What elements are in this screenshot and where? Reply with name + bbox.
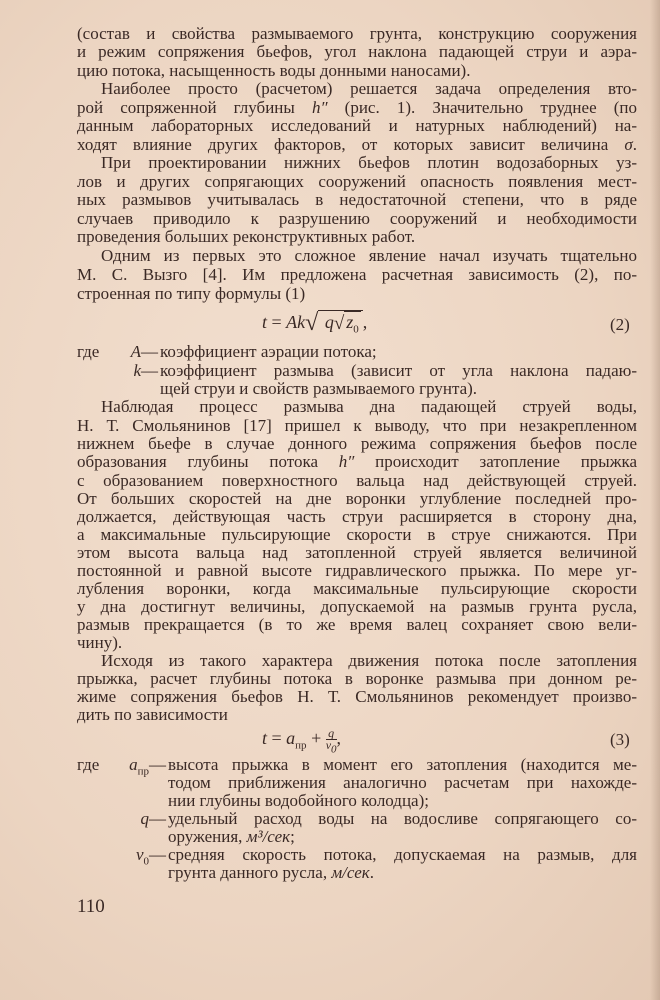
radical-icon: √ [333,313,345,334]
text-line: Н. Т. Смольянинов [17] пришел к выводу, что при незакрепленном [77,417,637,435]
text-line: постоянной и равной высоте гидравлического прыжка. По мере уг- [77,562,637,580]
unit: м³/сек [246,827,291,846]
text-line: проведения больших реконструктивных работ. [77,227,416,246]
text-line: тодом приближения аналогично расчетам при нахожде- [168,774,637,792]
denominator [325,738,337,756]
text-line: Наблюдая процесс размыва дна падающей струей воды, [101,398,637,416]
math-symbol: Ak [286,312,306,332]
math-symbol: h″ [311,99,328,117]
math-symbol: q [140,809,149,828]
text-line: Наиболее просто (расчетом) решается задача определения вто- [101,80,637,98]
text-line: с образованием поверхностного вальца над действующей струей. [77,472,637,490]
text-line: дить по зависимости [77,705,228,724]
numerator: q [326,728,337,740]
text-segment: образования глубины потока [77,453,339,471]
text-line: коэффициент аэрации потока; [160,342,377,361]
text-line: ных размывов учитывалась в недостаточной степени, что в ряде [77,191,637,209]
text-line: Исходя из такого характера движения потока после затопления [101,652,637,670]
subscript: пр [295,739,307,752]
radical-icon: √ [305,310,319,336]
dash: — [149,755,166,774]
variable-symbol [120,845,166,868]
math-operator: = [271,312,282,332]
text-line: щей струи и свойств размываемого грунта). [160,379,478,398]
subscript: 0 [143,855,149,868]
dash: — [141,342,158,361]
variable-symbol [120,755,166,778]
math-symbol: a [286,728,296,748]
math-symbol: t [262,312,268,332]
math-punct: , [362,312,368,332]
where-label: где [77,755,100,774]
text-line: средняя скорость потока, допускаемая на размыв, для [168,846,637,864]
math-symbol: q [324,312,334,332]
equation-number: (2) [610,315,630,334]
text-line: данным лабораторных исследований и натурных наблюдений) на- [77,117,637,135]
text-line [168,864,637,882]
text-line: прыжка, расчет глубины потока в воронке размыва при донном ре- [77,670,637,688]
math-operator: = [271,728,282,748]
text-line [77,99,637,117]
text-line: а максимальные пульсирующие скорости в струе снижаются. При [77,526,637,544]
subscript: пр [137,765,149,778]
text-segment: (рис. 1). Значительно труднее (по [327,99,637,117]
text-segment: происходит затопление прыжка [354,453,637,471]
text-segment: . [369,863,374,882]
page-edge-shadow [650,0,660,1000]
equation-number: (3) [610,730,630,749]
text-line: у дна достигнут величины, допускаемой на размыв грунта русла, [77,598,637,616]
text-line [77,136,637,154]
math-symbol: h″ [338,453,355,471]
where-label: где [77,342,100,361]
formula-3 [262,726,341,754]
text-line: чину). [77,633,123,652]
text-line: М. С. Вызго [4]. Им предложена расчетная зависимость (2), по- [77,266,637,284]
math-symbol: σ [624,136,633,154]
text-line: При проектировании нижних бьефов плотин водозаборных уз- [101,154,637,172]
text-line: Одним из первых это сложное явление начал изучать тщательно [101,247,637,265]
fraction [325,726,337,756]
radicand [344,311,361,336]
math-symbol: v [325,738,332,753]
dash: — [141,361,158,380]
text-line: и режим сопряжения бьефов, угол наклона падающей струи и аэра- [77,43,637,61]
text-segment: ; [290,827,295,846]
text-line: случаев приводило к разрушению сооружений и необходимости [77,210,637,228]
unit: м/сек [331,863,370,882]
text-line: удельный расход воды на водосливе сопрягающего со- [168,810,637,828]
text-line: нии глубины водобойного колодца); [168,791,429,810]
math-operator: + [311,728,322,748]
text-line: высота прыжка в момент его затопления (находится ме- [168,756,637,774]
text-line: От больших скоростей на дне воронки углубление последней про- [77,490,637,508]
text-line [168,828,637,846]
text-line: размыв прекращается (в то же время валец сохраняет свою вели- [77,616,637,634]
variable-symbol [120,362,158,380]
text-line [77,453,637,471]
text-line: строенная по типу формулы (1) [77,284,306,303]
text-line: должается, действующая часть струи расширяется в сторону дна, [77,508,637,526]
variable-symbol [120,810,166,828]
text-line: цию потока, насыщенность воды донными наносами). [77,61,471,80]
text-line: нижнем бьефе в случае донного режима сопряжения бьефов после [77,435,637,453]
formula-2 [262,310,367,338]
subscript: 0 [353,323,359,336]
math-punct: , [336,728,342,748]
text-segment: . [632,136,637,154]
dash: — [149,809,166,828]
math-symbol: z [346,312,354,332]
math-symbol: A [130,342,141,361]
text-line: лов и других сопрягающих сооружений опасность появления мест- [77,173,637,191]
text-line: лубления воронки, когда максимальные пульсирующие скорости [77,580,637,598]
text-line: жиме сопряжения бьефов Н. Т. Смольянинов рекомендует произво- [77,688,637,706]
text-segment: грунта данного русла, [168,863,332,882]
variable-symbol [120,343,158,361]
page-number: 110 [77,896,105,917]
math-symbol: v [135,845,144,864]
text-segment: оружения, [168,827,247,846]
math-symbol: t [262,728,268,748]
text-line: (состав и свойства размываемого грунта, конструкцию сооружения [77,25,637,43]
subscript: 0 [331,743,337,756]
text-line: коэффициент размыва (зависит от угла наклона падаю- [160,362,637,380]
text-segment: рой сопряженной глубины [77,99,312,117]
radicand [318,310,362,336]
math-symbol: k [133,361,141,380]
text-line: этом высота вальца над затопленной струей является величиной [77,544,637,562]
text-segment: ходят влияние других факторов, от которых зависит величина [77,136,625,154]
math-symbol: a [129,755,138,774]
dash: — [149,845,166,864]
